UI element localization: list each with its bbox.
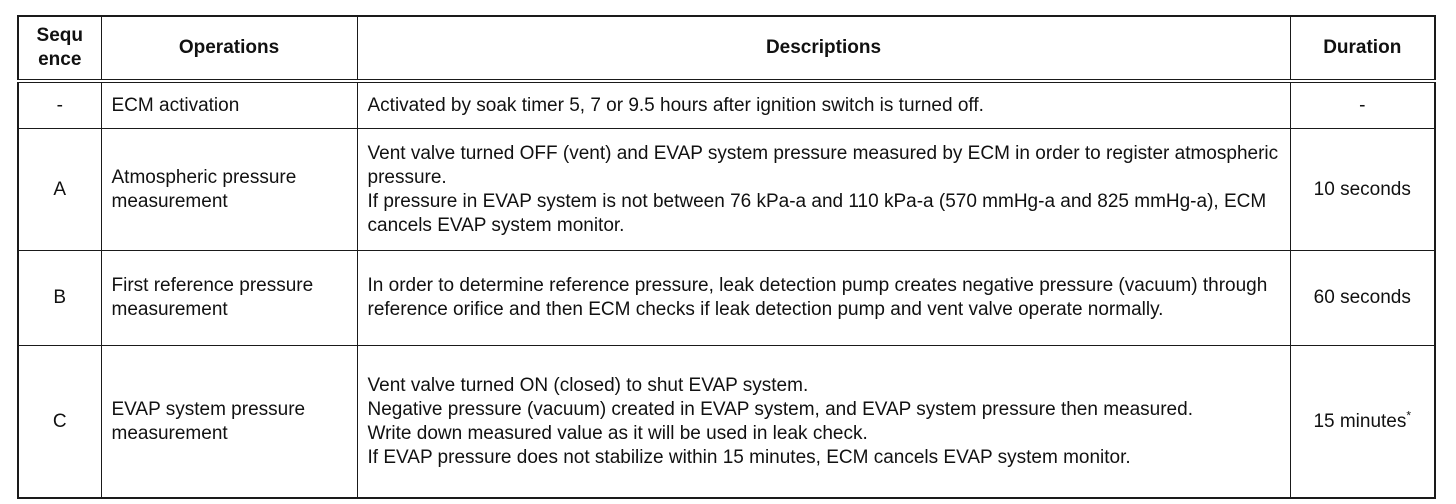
description-line: Negative pressure (vacuum) created in EVAP system, and EVAP system pressure then measured. (367, 398, 1193, 420)
description-cell (357, 129, 1290, 251)
operation-cell: ECM activation (101, 81, 357, 129)
description-line: Activated by soak timer 5, 7 or 9.5 hours after ignition switch is turned off. (367, 94, 984, 116)
description-line: In order to determine reference pressure, leak detection pump creates negative pressure (vacuum) through reference orifice and then ECM checks if leak detection pump and vent valve operate normally. (367, 275, 1268, 320)
header-operations: Operations (101, 16, 357, 81)
description-line: If pressure in EVAP system is not between 76 kPa-a and 110 kPa-a (570 mmHg-a and 825 mmHg-a), ECM cancels EVAP system monitor. (367, 190, 1267, 236)
table-row (18, 251, 1435, 346)
description-cell (357, 251, 1290, 346)
sequence-cell: - (18, 81, 101, 129)
description-cell (357, 346, 1290, 499)
header-descriptions: Descriptions (357, 16, 1290, 81)
description-line: If EVAP pressure does not stabilize within 15 minutes, ECM cancels EVAP system monitor. (367, 446, 1131, 468)
evap-operation-table (17, 15, 1436, 499)
table-row (18, 81, 1435, 129)
duration-value: 10 seconds (1313, 178, 1411, 200)
operation-cell: Atmospheric pressure measurement (101, 129, 357, 251)
operation-cell: EVAP system pressure measurement (101, 346, 357, 499)
sequence-cell: B (18, 251, 101, 346)
table-header-row (18, 16, 1435, 81)
duration-value: 60 seconds (1313, 287, 1411, 308)
duration-cell (1290, 251, 1435, 346)
duration-cell (1290, 129, 1435, 251)
evap-operation-table-container (17, 15, 1436, 499)
duration-footnote-mark: * (1406, 408, 1412, 423)
description-cell (357, 81, 1290, 129)
table-row (18, 129, 1435, 251)
duration-value: 15 minutes (1313, 410, 1407, 432)
description-line: Write down measured value as it will be used in leak check. (367, 422, 868, 444)
sequence-cell: A (18, 129, 101, 251)
operation-cell: First reference pressure measurement (101, 251, 357, 346)
description-line: Vent valve turned ON (closed) to shut EVAP system. (367, 374, 809, 396)
header-duration: Duration (1290, 16, 1435, 81)
sequence-cell: C (18, 346, 101, 499)
table-row (18, 346, 1435, 499)
header-sequence (18, 16, 101, 81)
header-sequence-label: Sequ ence (36, 25, 83, 70)
duration-cell (1290, 346, 1435, 499)
duration-value: - (1359, 94, 1366, 116)
description-line: Vent valve turned OFF (vent) and EVAP system pressure measured by ECM in order to register atmospheric pressure. (367, 142, 1279, 188)
duration-cell (1290, 81, 1435, 129)
